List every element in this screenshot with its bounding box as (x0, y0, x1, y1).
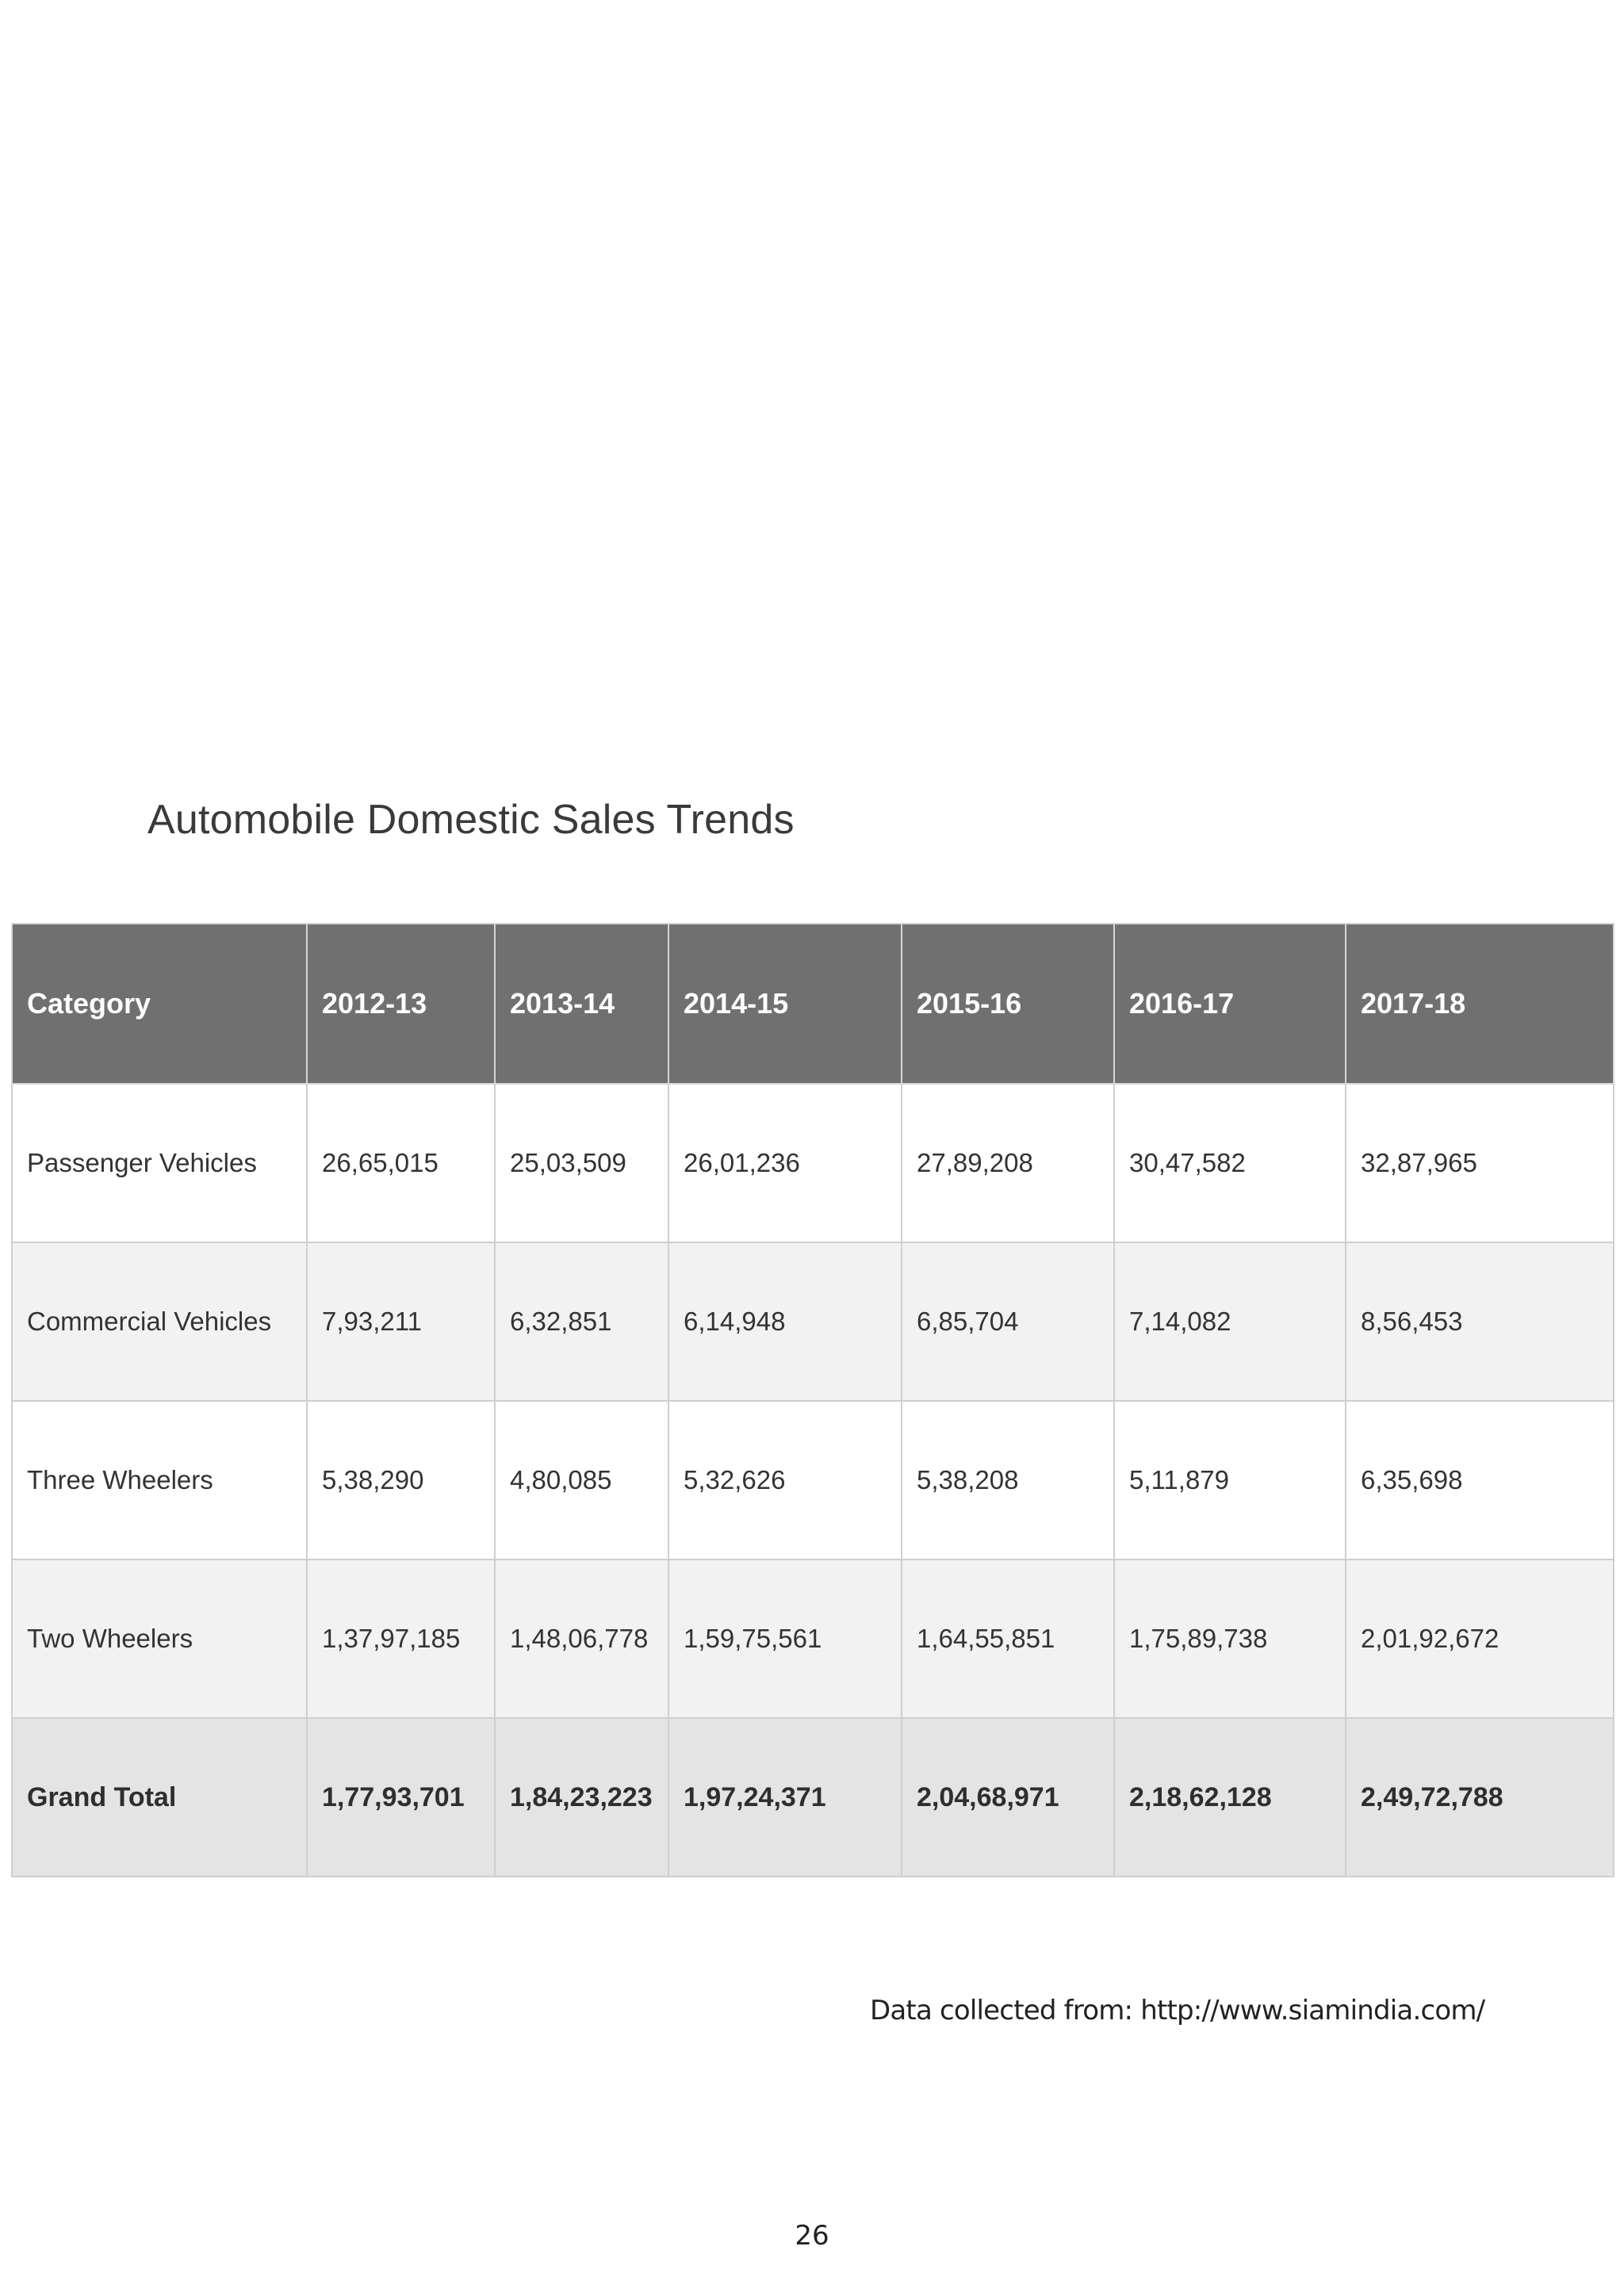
table-cell: 1,75,89,738 (1114, 1559, 1346, 1718)
total-cell: 1,97,24,371 (668, 1718, 902, 1877)
header-year: 2014-15 (668, 924, 902, 1084)
header-year: 2012-13 (307, 924, 495, 1084)
table-row (12, 1242, 1614, 1401)
table-row (12, 1084, 1614, 1242)
table-cell: 7,14,082 (1114, 1242, 1346, 1401)
table-cell: 2,01,92,672 (1346, 1559, 1614, 1718)
total-cell: 1,77,93,701 (307, 1718, 495, 1877)
table-cell: 25,03,509 (495, 1084, 668, 1242)
table-cell: 7,93,211 (307, 1242, 495, 1401)
header-year: 2015-16 (902, 924, 1114, 1084)
row-category: Two Wheelers (12, 1559, 307, 1718)
table-cell: 5,38,290 (307, 1401, 495, 1559)
table-cell: 5,11,879 (1114, 1401, 1346, 1559)
table-cell: 5,32,626 (668, 1401, 902, 1559)
page-title: Automobile Domestic Sales Trends (147, 797, 795, 843)
total-label: Grand Total (12, 1718, 307, 1877)
header-year: 2013-14 (495, 924, 668, 1084)
grand-total-row (12, 1718, 1614, 1877)
row-category: Three Wheelers (12, 1401, 307, 1559)
source-note: Data collected from: http://www.siamindia.com/ (870, 1995, 1485, 2026)
header-category: Category (12, 924, 307, 1084)
table-cell: 1,64,55,851 (902, 1559, 1114, 1718)
header-year: 2016-17 (1114, 924, 1346, 1084)
table-cell: 4,80,085 (495, 1401, 668, 1559)
page-number: 26 (795, 2220, 829, 2252)
table-cell: 27,89,208 (902, 1084, 1114, 1242)
table-cell: 1,37,97,185 (307, 1559, 495, 1718)
total-cell: 2,04,68,971 (902, 1718, 1114, 1877)
row-category: Commercial Vehicles (12, 1242, 307, 1401)
table-cell: 5,38,208 (902, 1401, 1114, 1559)
table-row (12, 1401, 1614, 1559)
table-cell: 6,14,948 (668, 1242, 902, 1401)
sales-table (11, 923, 1614, 1877)
table-cell: 6,85,704 (902, 1242, 1114, 1401)
table-cell: 32,87,965 (1346, 1084, 1614, 1242)
total-cell: 2,18,62,128 (1114, 1718, 1346, 1877)
row-category: Passenger Vehicles (12, 1084, 307, 1242)
table-cell: 8,56,453 (1346, 1242, 1614, 1401)
table-header-row (12, 924, 1614, 1084)
table-cell: 6,32,851 (495, 1242, 668, 1401)
table-cell: 1,59,75,561 (668, 1559, 902, 1718)
table-cell: 26,01,236 (668, 1084, 902, 1242)
table-cell: 30,47,582 (1114, 1084, 1346, 1242)
table-cell: 26,65,015 (307, 1084, 495, 1242)
total-cell: 1,84,23,223 (495, 1718, 668, 1877)
table-row (12, 1559, 1614, 1718)
table-cell: 6,35,698 (1346, 1401, 1614, 1559)
total-cell: 2,49,72,788 (1346, 1718, 1614, 1877)
table-cell: 1,48,06,778 (495, 1559, 668, 1718)
header-year: 2017-18 (1346, 924, 1614, 1084)
